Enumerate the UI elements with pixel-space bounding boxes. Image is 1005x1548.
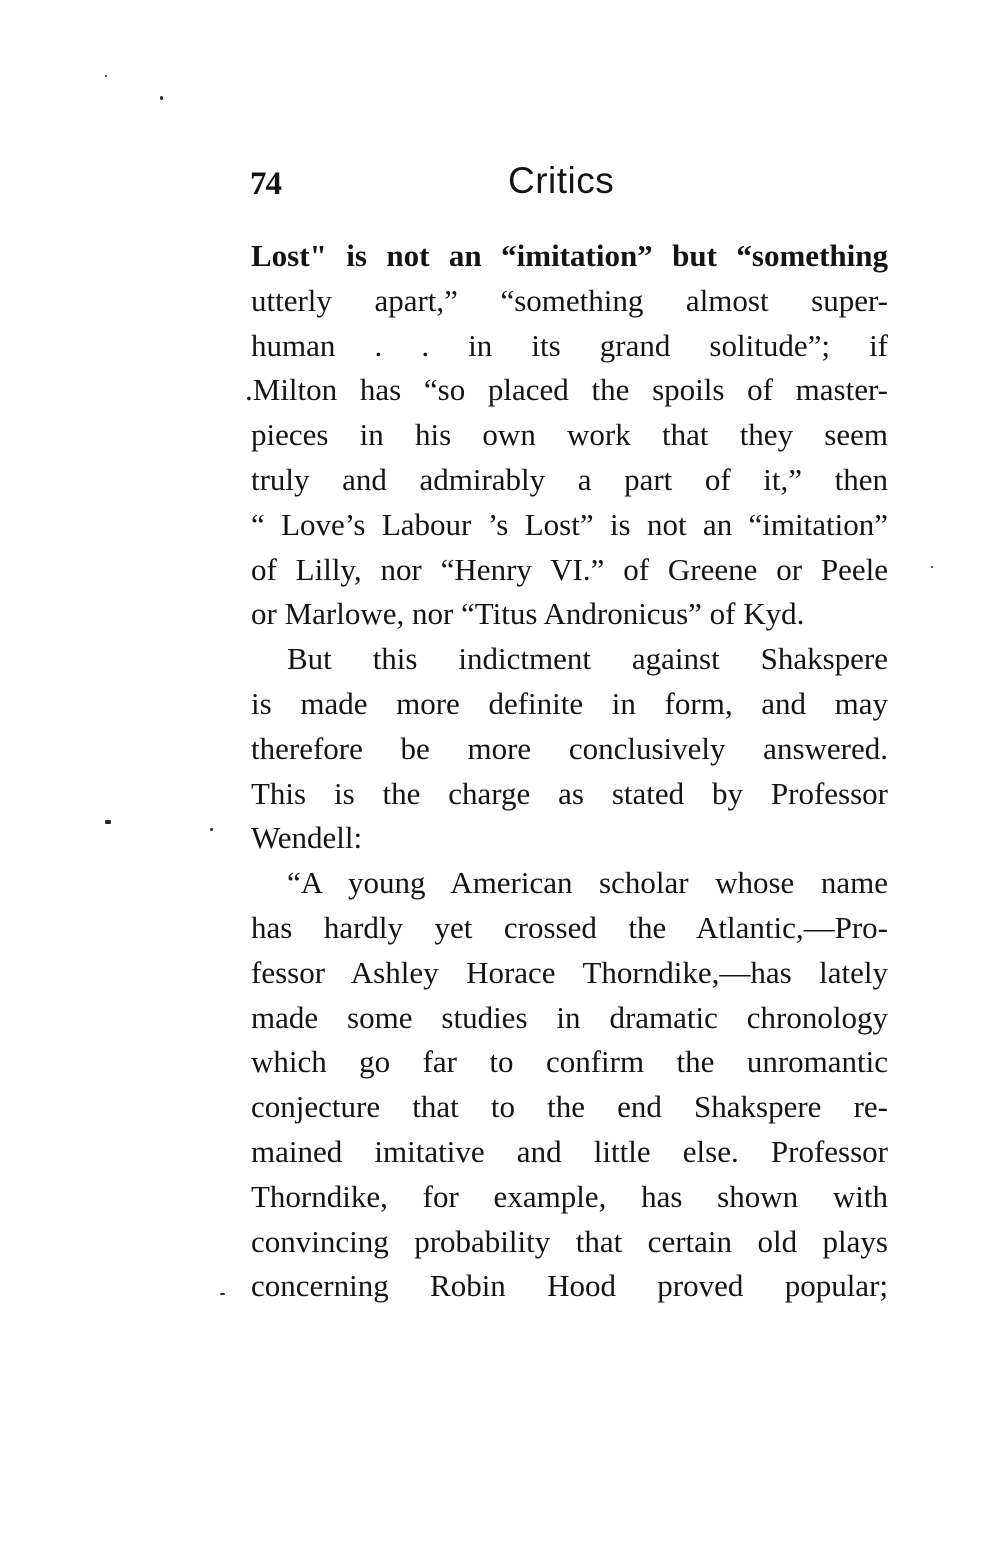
text-line: is made more definite in form, and may	[251, 685, 888, 721]
scan-speck	[220, 1293, 225, 1295]
scan-speck	[931, 566, 933, 568]
scan-speck	[210, 828, 213, 831]
scan-speck	[105, 75, 107, 77]
text-line: “A young American scholar whose name	[287, 865, 888, 901]
text-line: which go far to confirm the unromantic	[251, 1044, 888, 1080]
scan-speck	[105, 820, 111, 824]
text-line: “ Love’s Labour ’s Lost” is not an “imitation”	[251, 506, 888, 542]
text-line: therefore be more conclusively answered.	[251, 730, 888, 766]
text-line: utterly apart,” “something almost super-	[251, 282, 888, 318]
text-line: fessor Ashley Horace Thorndike,—has lately	[251, 954, 888, 990]
page-header	[250, 160, 890, 214]
text-line: concerning Robin Hood proved popular;	[251, 1268, 888, 1304]
text-line: Wendell:	[251, 820, 363, 856]
text-line: Thorndike, for example, has shown with	[251, 1178, 888, 1214]
text-line: Lost" is not an “imitation” but “something	[251, 238, 888, 273]
text-line: human . . in its grand solitude”; if	[251, 327, 888, 363]
text-line: made some studies in dramatic chronology	[251, 999, 888, 1035]
scan-speck	[160, 96, 163, 100]
text-line: or Marlowe, nor “Titus Andronicus” of Kyd.	[251, 596, 805, 632]
text-line: pieces in his own work that they seem	[251, 417, 888, 453]
running-title: Critics	[508, 160, 615, 201]
text-line: has hardly yet crossed the Atlantic,—Pro-	[251, 909, 888, 945]
text-line: conjecture that to the end Shakspere re-	[251, 1089, 888, 1125]
text-line: This is the charge as stated by Professor	[251, 775, 888, 811]
text-line: .Milton has “so placed the spoils of master-	[245, 372, 888, 408]
text-line: truly and admirably a part of it,” then	[251, 461, 888, 497]
text-line: mained imitative and little else. Professor	[251, 1133, 888, 1169]
text-line: of Lilly, nor “Henry VI.” of Greene or Peele	[251, 551, 888, 587]
body-text	[245, 234, 888, 1309]
text-line: convincing probability that certain old plays	[251, 1223, 888, 1259]
text-line: But this indictment against Shakspere	[287, 641, 888, 677]
page-number: 74	[250, 166, 281, 202]
